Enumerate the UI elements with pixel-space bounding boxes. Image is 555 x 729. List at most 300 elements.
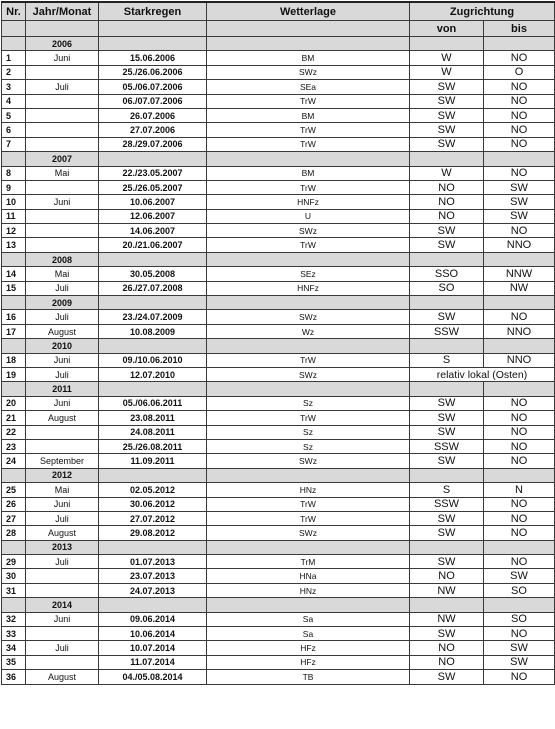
row-wetterlage: TrW [207, 94, 410, 108]
row-bis: NO [484, 497, 555, 511]
year-row [2, 382, 555, 396]
row-nr: 8 [2, 166, 26, 180]
row-nr: 11 [2, 209, 26, 223]
row-von: NW [410, 612, 484, 626]
row-month: Juni [26, 396, 99, 410]
row-date: 23./24.07.2009 [99, 310, 207, 324]
row-wetterlage: Wz [207, 324, 410, 338]
row-month: Juli [26, 641, 99, 655]
row-wetterlage: Sz [207, 439, 410, 453]
row-nr: 26 [2, 497, 26, 511]
year-label: 2006 [26, 37, 99, 51]
year-empty-nr [2, 296, 26, 310]
year-empty-bis [484, 468, 555, 482]
row-month [26, 108, 99, 122]
row-month [26, 627, 99, 641]
row-wetterlage: BM [207, 51, 410, 65]
header-von: von [410, 21, 484, 37]
row-date: 27.07.2012 [99, 511, 207, 525]
row-wetterlage: HNa [207, 569, 410, 583]
row-date: 10.06.2014 [99, 627, 207, 641]
row-wetterlage: HNz [207, 483, 410, 497]
row-nr: 31 [2, 583, 26, 597]
row-von: S [410, 353, 484, 367]
row-bis: NO [484, 108, 555, 122]
header-nr: Nr. [2, 2, 26, 21]
row-date: 27.07.2006 [99, 123, 207, 137]
row-wetterlage: SWz [207, 367, 410, 381]
year-empty-date [99, 540, 207, 554]
table-row [2, 367, 555, 381]
table-row [2, 627, 555, 641]
row-wetterlage: Sz [207, 425, 410, 439]
year-empty-bis [484, 252, 555, 266]
row-nr: 23 [2, 439, 26, 453]
row-von: SW [410, 454, 484, 468]
row-month [26, 224, 99, 238]
year-label: 2010 [26, 339, 99, 353]
row-nr: 27 [2, 511, 26, 525]
row-month: August [26, 324, 99, 338]
row-wetterlage: TrW [207, 238, 410, 252]
row-date: 10.06.2007 [99, 195, 207, 209]
row-month: August [26, 411, 99, 425]
row-month: Mai [26, 267, 99, 281]
row-nr: 3 [2, 80, 26, 94]
row-date: 22./23.05.2007 [99, 166, 207, 180]
row-wetterlage: SWz [207, 224, 410, 238]
row-bis: NO [484, 94, 555, 108]
year-empty-von [410, 152, 484, 166]
row-nr: 29 [2, 555, 26, 569]
row-wetterlage: HNz [207, 583, 410, 597]
year-empty-date [99, 339, 207, 353]
row-bis: NO [484, 396, 555, 410]
row-month [26, 65, 99, 79]
row-month: Juli [26, 281, 99, 295]
row-von: SW [410, 425, 484, 439]
row-month: Juli [26, 367, 99, 381]
subheader-empty-wl [207, 21, 410, 37]
year-empty-bis [484, 382, 555, 396]
row-date: 05./06.07.2006 [99, 80, 207, 94]
year-empty-wl [207, 540, 410, 554]
year-empty-von [410, 382, 484, 396]
row-bis: NO [484, 526, 555, 540]
row-month: Juni [26, 497, 99, 511]
year-empty-date [99, 296, 207, 310]
row-von: SW [410, 396, 484, 410]
year-label: 2012 [26, 468, 99, 482]
row-bis: NNO [484, 238, 555, 252]
year-empty-date [99, 252, 207, 266]
row-wetterlage: TrW [207, 137, 410, 151]
row-date: 26.07.2006 [99, 108, 207, 122]
row-nr: 15 [2, 281, 26, 295]
table-row [2, 281, 555, 295]
year-row [2, 37, 555, 51]
row-nr: 30 [2, 569, 26, 583]
row-bis: NO [484, 670, 555, 684]
year-row [2, 252, 555, 266]
row-von: NO [410, 209, 484, 223]
header-jahr-monat: Jahr/Monat [26, 2, 99, 21]
year-row [2, 339, 555, 353]
row-date: 05./06.06.2011 [99, 396, 207, 410]
table-row [2, 324, 555, 338]
row-month [26, 180, 99, 194]
row-month: August [26, 526, 99, 540]
row-month [26, 238, 99, 252]
table-row [2, 180, 555, 194]
row-nr: 18 [2, 353, 26, 367]
year-empty-wl [207, 339, 410, 353]
table-row [2, 396, 555, 410]
year-empty-wl [207, 37, 410, 51]
row-month [26, 583, 99, 597]
row-date: 24.07.2013 [99, 583, 207, 597]
row-wetterlage: SWz [207, 454, 410, 468]
year-empty-bis [484, 37, 555, 51]
row-bis: NO [484, 166, 555, 180]
row-month: Juli [26, 310, 99, 324]
table-row [2, 166, 555, 180]
table-row [2, 641, 555, 655]
row-date: 12.07.2010 [99, 367, 207, 381]
row-wetterlage: TrW [207, 511, 410, 525]
table-row [2, 655, 555, 669]
row-date: 25./26.05.2007 [99, 180, 207, 194]
row-wetterlage: SEz [207, 267, 410, 281]
row-month [26, 209, 99, 223]
row-bis: NO [484, 123, 555, 137]
table-row [2, 670, 555, 684]
year-row [2, 296, 555, 310]
row-bis: NNO [484, 324, 555, 338]
row-nr: 19 [2, 367, 26, 381]
row-date: 09.06.2014 [99, 612, 207, 626]
row-wetterlage: HNFz [207, 195, 410, 209]
year-empty-nr [2, 598, 26, 612]
year-empty-von [410, 598, 484, 612]
row-von: SW [410, 224, 484, 238]
header-bis: bis [484, 21, 555, 37]
row-nr: 25 [2, 483, 26, 497]
table-row [2, 439, 555, 453]
row-date: 25./26.08.2011 [99, 439, 207, 453]
table-row [2, 108, 555, 122]
year-empty-bis [484, 296, 555, 310]
table-row [2, 353, 555, 367]
year-empty-wl [207, 468, 410, 482]
year-label: 2013 [26, 540, 99, 554]
row-month: Juli [26, 555, 99, 569]
row-wetterlage: BM [207, 166, 410, 180]
row-nr: 10 [2, 195, 26, 209]
table-row [2, 411, 555, 425]
header-wetterlage: Wetterlage [207, 2, 410, 21]
row-date: 10.08.2009 [99, 324, 207, 338]
row-wetterlage: SWz [207, 526, 410, 540]
year-row [2, 152, 555, 166]
row-wetterlage: SWz [207, 310, 410, 324]
row-nr: 35 [2, 655, 26, 669]
row-bis: SW [484, 180, 555, 194]
row-nr: 24 [2, 454, 26, 468]
row-bis: NO [484, 411, 555, 425]
row-wetterlage: Sz [207, 396, 410, 410]
row-von: W [410, 166, 484, 180]
row-wetterlage: TB [207, 670, 410, 684]
row-von: SSW [410, 324, 484, 338]
row-von: SSW [410, 439, 484, 453]
row-bis: O [484, 65, 555, 79]
row-nr: 17 [2, 324, 26, 338]
year-empty-nr [2, 252, 26, 266]
year-empty-nr [2, 468, 26, 482]
row-date: 09./10.06.2010 [99, 353, 207, 367]
row-date: 30.06.2012 [99, 497, 207, 511]
subheader-empty-nr [2, 21, 26, 37]
row-bis: NW [484, 281, 555, 295]
row-nr: 4 [2, 94, 26, 108]
row-nr: 6 [2, 123, 26, 137]
row-nr: 5 [2, 108, 26, 122]
year-empty-wl [207, 598, 410, 612]
row-nr: 13 [2, 238, 26, 252]
row-wetterlage: TrW [207, 180, 410, 194]
row-von: SSO [410, 267, 484, 281]
table-row [2, 483, 555, 497]
row-date: 29.08.2012 [99, 526, 207, 540]
row-von: SSW [410, 497, 484, 511]
row-date: 06./07.07.2006 [99, 94, 207, 108]
year-empty-wl [207, 152, 410, 166]
row-bis: NO [484, 439, 555, 453]
row-bis: NO [484, 224, 555, 238]
row-wetterlage: HFz [207, 655, 410, 669]
row-wetterlage: U [207, 209, 410, 223]
row-wetterlage: TrW [207, 353, 410, 367]
row-wetterlage: HNFz [207, 281, 410, 295]
table-row [2, 555, 555, 569]
table-row [2, 137, 555, 151]
table-row [2, 267, 555, 281]
year-empty-date [99, 598, 207, 612]
row-wetterlage: TrW [207, 497, 410, 511]
year-empty-wl [207, 296, 410, 310]
year-empty-wl [207, 382, 410, 396]
row-month [26, 94, 99, 108]
row-von: S [410, 483, 484, 497]
year-empty-bis [484, 540, 555, 554]
row-month [26, 439, 99, 453]
row-nr: 2 [2, 65, 26, 79]
year-empty-von [410, 37, 484, 51]
row-month: Juni [26, 612, 99, 626]
year-label: 2009 [26, 296, 99, 310]
table-row [2, 209, 555, 223]
row-date: 11.07.2014 [99, 655, 207, 669]
row-note: relativ lokal (Osten) [410, 367, 555, 381]
row-date: 28./29.07.2006 [99, 137, 207, 151]
row-bis: SO [484, 612, 555, 626]
table-row [2, 454, 555, 468]
row-date: 23.07.2013 [99, 569, 207, 583]
row-date: 14.06.2007 [99, 224, 207, 238]
row-bis: SW [484, 641, 555, 655]
row-von: NO [410, 655, 484, 669]
table-row [2, 80, 555, 94]
row-bis: NO [484, 310, 555, 324]
row-month: Juli [26, 80, 99, 94]
year-empty-nr [2, 339, 26, 353]
row-month: Juli [26, 511, 99, 525]
row-bis: NO [484, 627, 555, 641]
row-date: 24.08.2011 [99, 425, 207, 439]
row-nr: 32 [2, 612, 26, 626]
row-nr: 33 [2, 627, 26, 641]
table-body [2, 2, 555, 684]
row-von: SW [410, 80, 484, 94]
table-row [2, 310, 555, 324]
row-month: September [26, 454, 99, 468]
year-empty-nr [2, 382, 26, 396]
row-von: SW [410, 310, 484, 324]
row-wetterlage: Sa [207, 612, 410, 626]
row-month [26, 425, 99, 439]
table-row [2, 569, 555, 583]
row-nr: 28 [2, 526, 26, 540]
header-zugrichtung: Zugrichtung [410, 2, 555, 21]
row-month: Juni [26, 353, 99, 367]
row-wetterlage: Sa [207, 627, 410, 641]
row-nr: 21 [2, 411, 26, 425]
row-von: SW [410, 94, 484, 108]
subheader-empty-month [26, 21, 99, 37]
row-wetterlage: TrM [207, 555, 410, 569]
row-bis: SO [484, 583, 555, 597]
table-row [2, 583, 555, 597]
subheader-empty-date [99, 21, 207, 37]
row-wetterlage: BM [207, 108, 410, 122]
table-row [2, 123, 555, 137]
row-nr: 9 [2, 180, 26, 194]
row-nr: 36 [2, 670, 26, 684]
row-bis: NNO [484, 353, 555, 367]
row-bis: NO [484, 137, 555, 151]
row-date: 02.05.2012 [99, 483, 207, 497]
row-bis: SW [484, 655, 555, 669]
row-bis: N [484, 483, 555, 497]
row-bis: NO [484, 454, 555, 468]
row-nr: 34 [2, 641, 26, 655]
year-empty-wl [207, 252, 410, 266]
year-empty-von [410, 339, 484, 353]
row-nr: 7 [2, 137, 26, 151]
year-empty-nr [2, 540, 26, 554]
row-date: 10.07.2014 [99, 641, 207, 655]
year-empty-bis [484, 152, 555, 166]
row-date: 12.06.2007 [99, 209, 207, 223]
table-row [2, 511, 555, 525]
row-nr: 12 [2, 224, 26, 238]
year-empty-date [99, 37, 207, 51]
row-von: SO [410, 281, 484, 295]
row-month: August [26, 670, 99, 684]
year-label: 2007 [26, 152, 99, 166]
row-von: SW [410, 526, 484, 540]
year-row [2, 598, 555, 612]
row-von: SW [410, 511, 484, 525]
row-von: W [410, 65, 484, 79]
row-month: Mai [26, 483, 99, 497]
row-nr: 1 [2, 51, 26, 65]
row-von: SW [410, 108, 484, 122]
year-label: 2008 [26, 252, 99, 266]
year-label: 2014 [26, 598, 99, 612]
table-row [2, 238, 555, 252]
table-row [2, 51, 555, 65]
table-row [2, 224, 555, 238]
year-empty-bis [484, 598, 555, 612]
row-date: 25./26.06.2006 [99, 65, 207, 79]
row-von: NO [410, 180, 484, 194]
header-starkregen: Starkregen [99, 2, 207, 21]
row-von: NO [410, 641, 484, 655]
year-empty-von [410, 252, 484, 266]
year-empty-von [410, 296, 484, 310]
table-row [2, 195, 555, 209]
row-bis: SW [484, 569, 555, 583]
table-row [2, 612, 555, 626]
row-von: NO [410, 195, 484, 209]
row-bis: NO [484, 555, 555, 569]
row-date: 23.08.2011 [99, 411, 207, 425]
table-row [2, 497, 555, 511]
year-empty-von [410, 540, 484, 554]
row-bis: NO [484, 80, 555, 94]
row-nr: 14 [2, 267, 26, 281]
row-von: SW [410, 670, 484, 684]
row-von: NW [410, 583, 484, 597]
row-month [26, 123, 99, 137]
year-empty-date [99, 152, 207, 166]
row-bis: NO [484, 425, 555, 439]
row-von: NO [410, 569, 484, 583]
row-wetterlage: SWz [207, 65, 410, 79]
row-month [26, 569, 99, 583]
year-empty-von [410, 468, 484, 482]
row-date: 11.09.2011 [99, 454, 207, 468]
row-month: Juni [26, 195, 99, 209]
table-row [2, 526, 555, 540]
row-date: 01.07.2013 [99, 555, 207, 569]
year-row [2, 468, 555, 482]
row-von: SW [410, 411, 484, 425]
row-bis: SW [484, 195, 555, 209]
row-month: Juni [26, 51, 99, 65]
year-empty-nr [2, 37, 26, 51]
row-date: 04./05.08.2014 [99, 670, 207, 684]
year-row [2, 540, 555, 554]
row-von: SW [410, 627, 484, 641]
starkregen-table [1, 1, 555, 685]
row-wetterlage: HFz [207, 641, 410, 655]
table-row [2, 425, 555, 439]
row-date: 30.05.2008 [99, 267, 207, 281]
year-empty-date [99, 382, 207, 396]
